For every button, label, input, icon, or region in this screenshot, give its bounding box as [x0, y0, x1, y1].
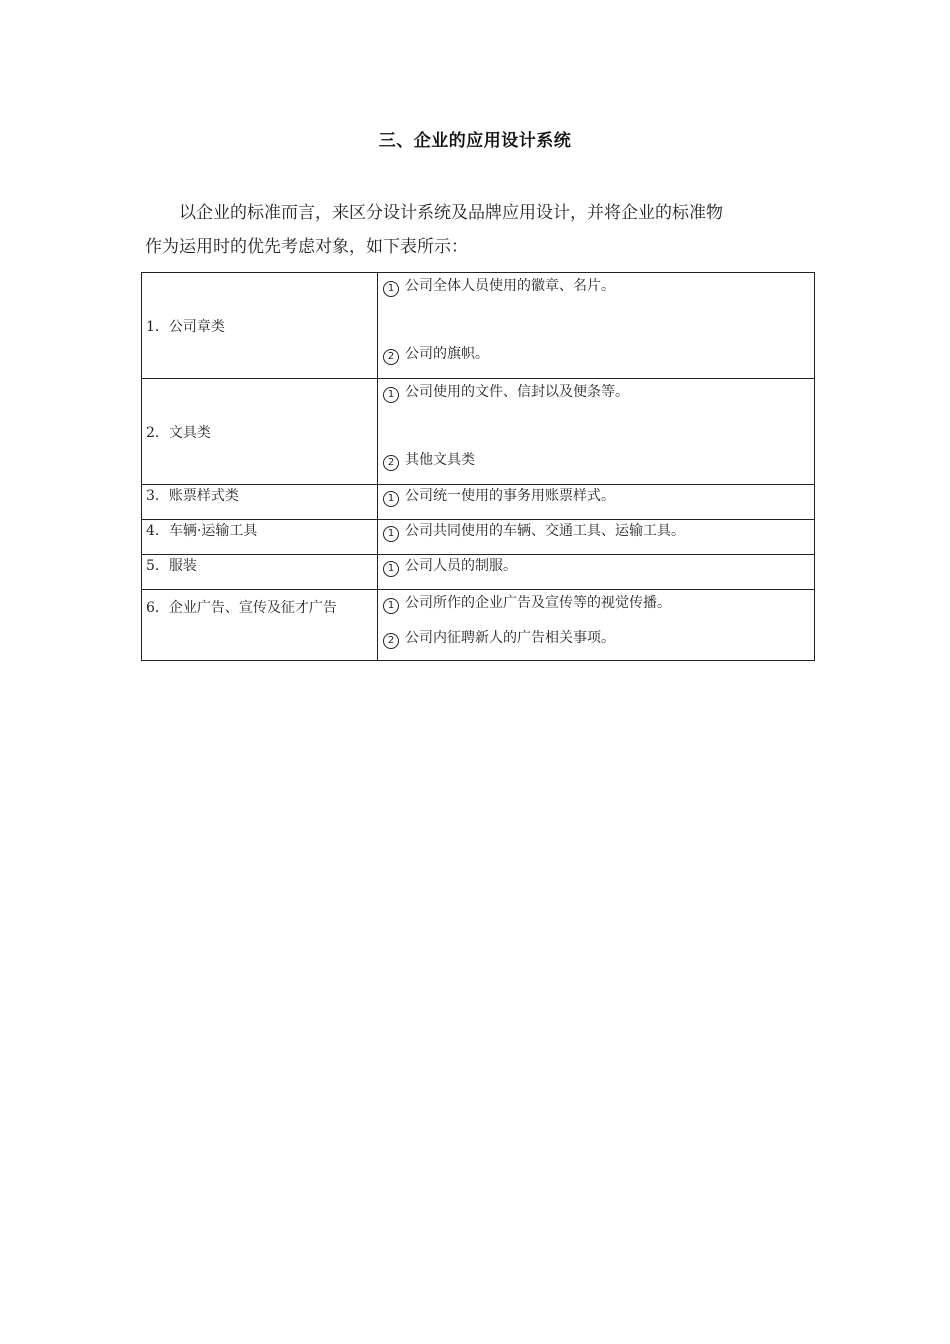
list-item: [383, 449, 814, 471]
category-label: 4．车辆·运输工具: [146, 523, 258, 539]
items-cell: [378, 485, 815, 520]
item-text: 公司内征聘新人的广告相关事项。: [405, 630, 615, 646]
category-cell: [142, 273, 378, 379]
circled-number-icon: 2: [383, 455, 399, 471]
intro-line-1: 以企业的标准而言，来区分设计系统及品牌应用设计，并将企业的标准物: [179, 203, 723, 223]
list-item: [383, 555, 814, 577]
circled-number-icon: 1: [383, 387, 399, 403]
circled-number-icon: 1: [383, 526, 399, 542]
list-item: [383, 485, 814, 507]
list-item: [383, 592, 814, 614]
category-label: 1．公司章类: [146, 318, 225, 335]
category-label: 2．文具类: [146, 424, 211, 441]
category-label: 3．账票样式类: [146, 488, 239, 504]
circled-number-icon: 2: [383, 349, 399, 365]
application-design-table: [141, 272, 815, 661]
item-text: 公司人员的制服。: [405, 558, 517, 574]
item-text: 公司全体人员使用的徽章、名片。: [405, 278, 615, 294]
intro-line-2: 作为运用时的优先考虑对象，如下表所示：: [145, 237, 468, 257]
item-text: 其他文具类: [405, 452, 475, 468]
list-item: [383, 381, 814, 403]
category-label: 6．企业广告、宣传及征才广告: [146, 600, 337, 616]
circled-number-icon: 1: [383, 491, 399, 507]
item-text: 公司的旗帜。: [405, 346, 489, 362]
table-row: [142, 379, 815, 485]
category-cell: [142, 485, 378, 520]
circled-number-icon: 1: [383, 281, 399, 297]
item-text: 公司共同使用的车辆、交通工具、运输工具。: [405, 523, 685, 539]
list-item: [383, 627, 814, 649]
table-row: [142, 273, 815, 379]
items-cell: [378, 555, 815, 590]
item-text: 公司使用的文件、信封以及便条等。: [405, 384, 629, 400]
items-cell: [378, 590, 815, 661]
category-cell: [142, 520, 378, 555]
item-text: 公司统一使用的事务用账票样式。: [405, 488, 615, 504]
list-item: [383, 275, 814, 297]
circled-number-icon: 1: [383, 598, 399, 614]
category-cell: [142, 555, 378, 590]
item-text: 公司所作的企业广告及宣传等的视觉传播。: [405, 595, 671, 611]
items-cell: [378, 273, 815, 379]
items-cell: [378, 379, 815, 485]
intro-paragraph: [145, 196, 817, 264]
category-cell: [142, 379, 378, 485]
table-row: [142, 520, 815, 555]
list-item: [383, 343, 814, 365]
category-cell: [142, 590, 378, 661]
table-row: [142, 485, 815, 520]
table-row: [142, 555, 815, 590]
list-item: [383, 520, 814, 542]
section-heading: 三、企业的应用设计系统: [378, 131, 572, 151]
items-cell: [378, 520, 815, 555]
table-row: [142, 590, 815, 661]
circled-number-icon: 2: [383, 633, 399, 649]
category-label: 5．服装: [146, 558, 197, 574]
circled-number-icon: 1: [383, 561, 399, 577]
